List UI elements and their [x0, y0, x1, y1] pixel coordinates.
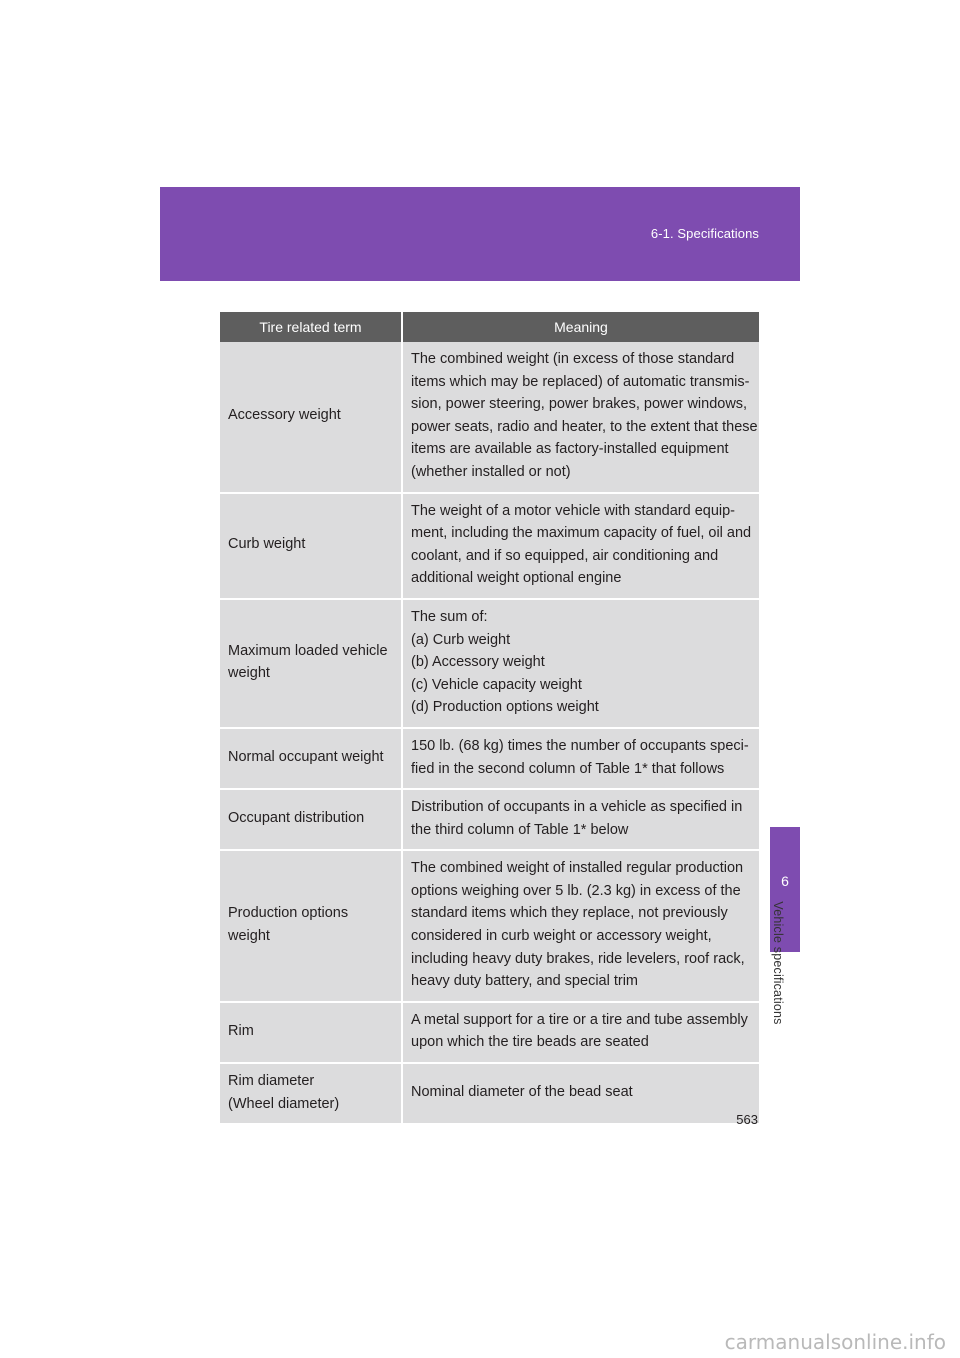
meaning-text: items which may be replaced) of automatic transmis-: [411, 373, 750, 390]
table-body: [220, 342, 759, 1124]
term-cell: [220, 1063, 402, 1124]
meaning-text: power seats, radio and heater, to the extent that these: [411, 418, 758, 435]
meaning-text: The combined weight of installed regular production: [411, 860, 744, 877]
page-number: 563: [736, 1112, 758, 1127]
term-text: Rim diameter: [228, 1073, 315, 1090]
table-row: [220, 1063, 759, 1124]
header-band: [160, 187, 800, 281]
term-cell: [220, 789, 402, 850]
term-cell: [220, 728, 402, 789]
term-text: (Wheel diameter): [228, 1095, 340, 1112]
header-meaning: Meaning: [402, 312, 759, 342]
term-text: weight: [228, 928, 270, 945]
table-row: [220, 342, 759, 493]
term-cell: [220, 1002, 402, 1063]
meaning-text: options weighing over 5 lb. (2.3 kg) in excess of the: [411, 882, 741, 899]
meaning-text: fied in the second column of Table 1* that follows: [411, 760, 725, 777]
meaning-cell: [402, 599, 759, 728]
meaning-text: Nominal diameter of the bead seat: [411, 1084, 633, 1101]
meaning-text: sion, power steering, power brakes, power windows,: [411, 396, 748, 413]
term-cell: [220, 599, 402, 728]
chapter-number: 6: [781, 873, 789, 889]
meaning-text: heavy duty battery, and special trim: [411, 973, 639, 990]
meaning-cell: [402, 1002, 759, 1063]
meaning-text: including heavy duty brakes, ride levelers, roof rack,: [411, 950, 745, 967]
header-term: Tire related term: [220, 312, 402, 342]
term-cell: [220, 342, 402, 493]
tire-terms-table: [220, 312, 759, 1125]
term-text: Occupant distribution: [228, 810, 365, 827]
table-row: [220, 599, 759, 728]
meaning-text: (whether installed or not): [411, 463, 571, 480]
term-text: Accessory weight: [228, 407, 341, 424]
meaning-text: A metal support for a tire or a tire and tube assembly: [411, 1011, 748, 1028]
meaning-cell: [402, 789, 759, 850]
meaning-text: upon which the tire beads are seated: [411, 1034, 649, 1051]
term-text: Normal occupant weight: [228, 749, 384, 766]
meaning-text: considered in curb weight or accessory weight,: [411, 928, 712, 945]
meaning-cell: [402, 850, 759, 1002]
meaning-text: (b) Accessory weight: [411, 654, 545, 671]
term-cell: [220, 493, 402, 599]
term-text: Production options: [228, 905, 349, 922]
meaning-text: (c) Vehicle capacity weight: [411, 676, 582, 693]
table-row: [220, 850, 759, 1002]
meaning-cell: [402, 728, 759, 789]
meaning-text: items are available as factory-installed equipment: [411, 441, 729, 458]
meaning-text: (d) Production options weight: [411, 699, 599, 716]
meaning-text: ment, including the maximum capacity of fuel, oil and: [411, 525, 752, 542]
meaning-text: 150 lb. (68 kg) times the number of occupants speci-: [411, 737, 749, 754]
meaning-cell: [402, 342, 759, 493]
term-text: weight: [228, 665, 270, 682]
table-header-row: [220, 312, 759, 342]
term-text: Rim: [228, 1023, 254, 1040]
meaning-text: The combined weight (in excess of those standard: [411, 351, 735, 367]
meaning-text: coolant, and if so equipped, air conditioning and: [411, 547, 719, 564]
table-row: [220, 493, 759, 599]
meaning-text: standard items which they replace, not previously: [411, 905, 728, 922]
table-row: [220, 1002, 759, 1063]
meaning-text: additional weight optional engine: [411, 570, 622, 587]
table-row: [220, 728, 759, 789]
term-text: Maximum loaded vehicle: [228, 642, 388, 659]
meaning-text: (a) Curb weight: [411, 631, 511, 648]
watermark: carmanualsonline.info: [724, 1330, 946, 1354]
section-label: 6-1. Specifications: [650, 226, 759, 241]
meaning-cell: [402, 493, 759, 599]
meaning-cell: [402, 1063, 759, 1124]
meaning-text: The sum of:: [411, 608, 488, 625]
term-text: Curb weight: [228, 536, 306, 553]
meaning-text: Distribution of occupants in a vehicle as specified in: [411, 799, 743, 816]
meaning-text: The weight of a motor vehicle with standard equip-: [411, 502, 736, 519]
meaning-text: the third column of Table 1* below: [411, 821, 629, 838]
chapter-title: Vehicle specifications: [771, 901, 785, 1025]
term-cell: [220, 850, 402, 1002]
table-row: [220, 789, 759, 850]
